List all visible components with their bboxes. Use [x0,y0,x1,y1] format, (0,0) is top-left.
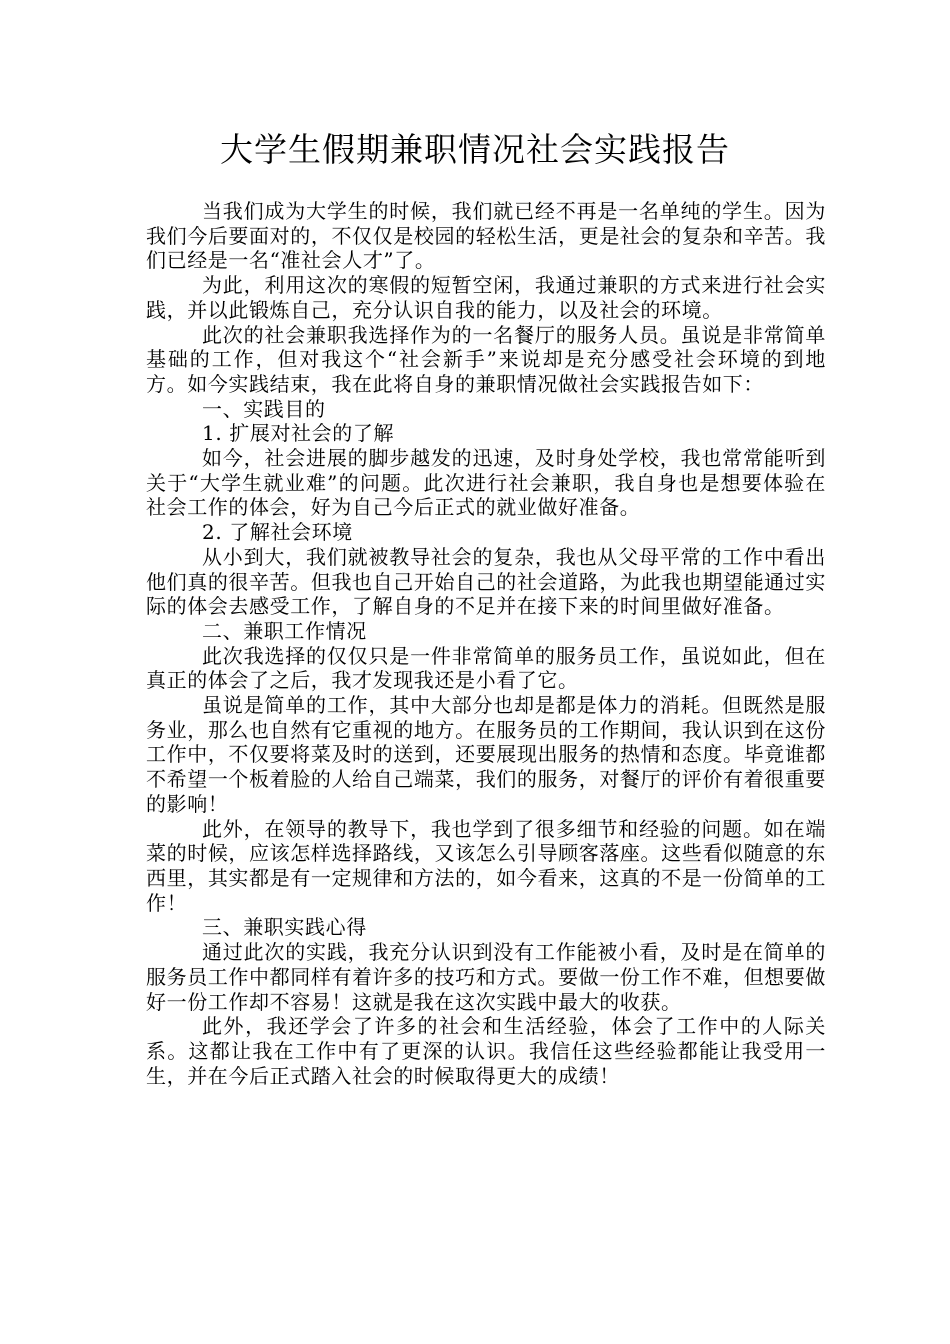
subheading-1-2: 2. 了解社会环境 [202,520,353,545]
paragraph-reflection: 通过此次的实践，我充分认识到没有工作能被小看，及时是在简单的服务员工作中都同样有着许多的技巧和方式。要做一份工作不难，但想要做好一份工作却不容易！这就是我在这次实践中最大的收获。 [146,940,826,1014]
paragraph-job-choice: 此次的社会兼职我选择作为的一名餐厅的服务人员。虽说是非常简单基础的工作，但对我这个“社会新手”来说却是充分感受社会环境的到地方。如今实践结束，我在此将自身的兼职情况做社会实践报告如下： [146,322,826,396]
paragraph-work-details: 虽说是简单的工作，其中大部分也却是都是体力的消耗。但既然是服务业，那么也自然有它重视的地方。在服务员的工作期间，我认识到在这份工作中，不仅要将菜及时的送到，还要展现出服务的热情和态度。毕竟谁都不希望一个板着脸的人给自己端菜，我们的服务，对餐厅的评价有着很重要的影响！ [146,693,826,816]
section-heading-3: 三、兼职实践心得 [202,915,367,940]
paragraph-expand-understanding: 如今，社会进展的脚步越发的迅速，及时身处学校，我也常常能听到关于“大学生就业难”的问题。此次进行社会兼职，我自身也是想要体验在社会工作的体会，好为自己今后正式的就业做好准备。 [146,446,826,520]
document-title: 大学生假期兼职情况社会实践报告 [220,130,730,169]
subheading-1-1: 1. 扩展对社会的了解 [202,421,395,446]
section-heading-2: 二、兼职工作情况 [202,618,367,643]
paragraph-purpose-of-practice: 为此，利用这次的寒假的短暂空闲，我通过兼职的方式来进行社会实践，并以此锻炼自己，充分认识自我的能力，以及社会的环境。 [146,273,826,322]
paragraph-intro: 当我们成为大学生的时候，我们就已经不再是一名单纯的学生。因为我们今后要面对的，不仅仅是校园的轻松生活，更是社会的复杂和辛苦。我们已经是一名“准社会人才”了。 [146,199,826,273]
section-heading-1: 一、实践目的 [202,396,326,421]
paragraph-lessons-learned: 此外，在领导的教导下，我也学到了很多细节和经验的问题。如在端菜的时候，应该怎样选择路线，又该怎么引导顾客落座。这些看似随意的东西里，其实都是有一定规律和方法的，如今看来，这真的不是一份简单的工作！ [146,816,826,915]
paragraph-understand-society: 从小到大，我们就被教导社会的复杂，我也从父母平常的工作中看出他们真的很辛苦。但我也自己开始自己的社会道路，为此我也期望能通过实际的体会去感受工作，了解自身的不足并在接下来的时间里做好准备。 [146,544,826,619]
paragraph-conclusion: 此外，我还学会了许多的社会和生活经验，体会了工作中的人际关系。这都让我在工作中有了更深的认识。我信任这些经验都能让我受用一生，并在今后正式踏入社会的时候取得更大的成绩！ [146,1014,826,1088]
document-body [146,199,826,1088]
paragraph-job-description: 此次我选择的仅仅只是一件非常简单的服务员工作，虽说如此，但在真正的体会了之后，我才发现我还是小看了它。 [146,643,826,693]
